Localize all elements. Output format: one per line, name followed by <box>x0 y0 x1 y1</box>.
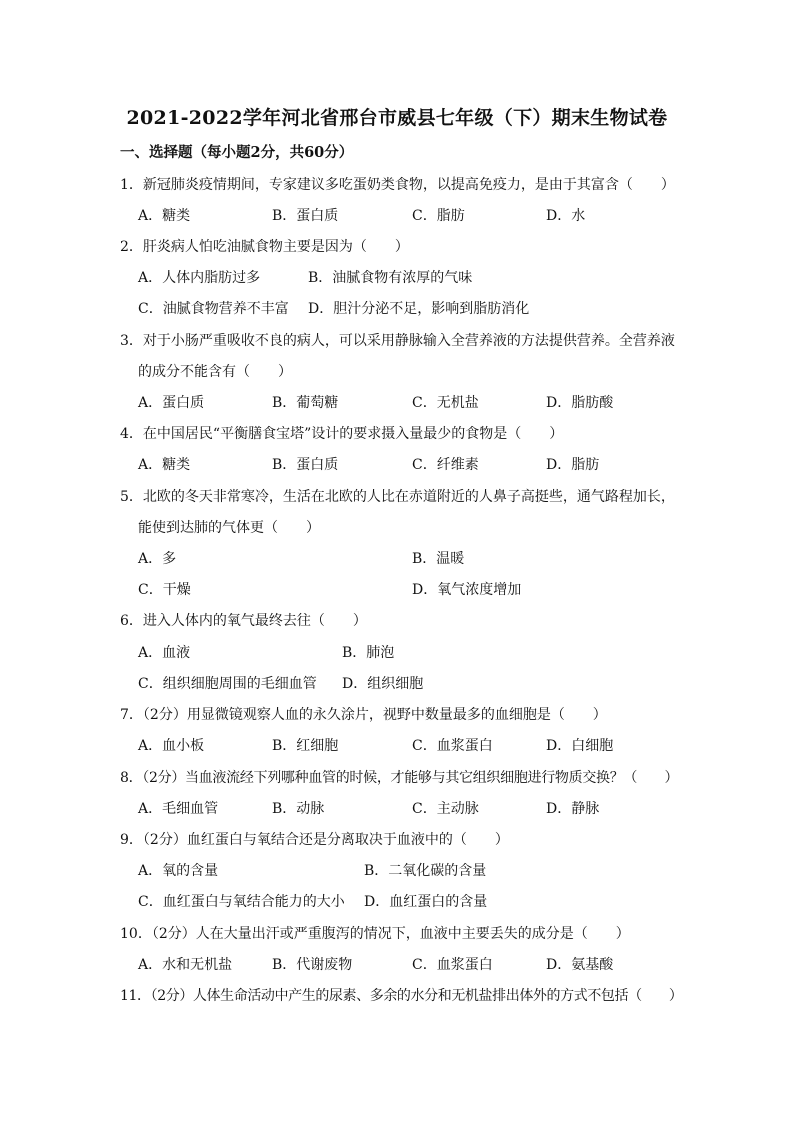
question-10-option-d: D．氨基酸 <box>546 957 614 973</box>
question-1-option-b: B．蛋白质 <box>272 208 339 224</box>
question-9-option-a: A．氧的含量 <box>138 863 219 879</box>
question-3-stem-line-1: 3．对于小肠严重吸收不良的病人，可以采用静脉输入全营养液的方法提供营养。全营养液 <box>120 333 675 349</box>
question-2-option-b: B．油腻食物有浓厚的气味 <box>308 270 473 286</box>
question-8-option-d: D．静脉 <box>546 801 600 817</box>
question-5-option-c: C．干燥 <box>138 582 191 598</box>
question-3-option-c: C．无机盐 <box>412 395 479 411</box>
question-3-option-b: B．葡萄糖 <box>272 395 339 411</box>
question-6-stem: 6．进入人体内的氧气最终去往（ ） <box>120 613 367 629</box>
question-10-stem: 10．（2分）人在大量出汗或严重腹泻的情况下，血液中主要丢失的成分是（ ） <box>120 926 630 942</box>
question-4-option-a: A．糖类 <box>138 457 191 473</box>
question-9-stem: 9．（2分）血红蛋白与氧结合还是分离取决于血液中的（ ） <box>120 832 509 848</box>
question-4-option-c: C．纤维素 <box>412 457 479 473</box>
question-7-option-d: D．白细胞 <box>546 738 614 754</box>
question-2-stem: 2．肝炎病人怕吃油腻食物主要是因为（ ） <box>120 239 409 255</box>
question-4-stem: 4．在中国居民“平衡膳食宝塔”设计的要求摄入量最少的食物是（ ） <box>120 426 564 442</box>
question-7-option-b: B．红细胞 <box>272 738 339 754</box>
question-9-option-d: D．血红蛋白的含量 <box>364 894 488 910</box>
question-3-option-d: D．脂肪酸 <box>546 395 614 411</box>
question-3-stem-line-2: 的成分不能含有（ ） <box>138 364 292 380</box>
page-title: 2021-2022学年河北省邢台市威县七年级（下）期末生物试卷 <box>126 107 668 129</box>
question-8-option-a: A．毛细血管 <box>138 801 219 817</box>
question-7-stem: 7．（2分）用显微镜观察人血的永久涂片，视野中数量最多的血细胞是（ ） <box>120 707 607 723</box>
question-9-option-c: C．血红蛋白与氧结合能力的大小 <box>138 894 345 910</box>
question-1-stem: 1．新冠肺炎疫情期间，专家建议多吃蛋奶类食物，以提高免疫力，是由于其富含（ ） <box>120 177 675 193</box>
question-10-option-b: B．代谢废物 <box>272 957 353 973</box>
question-5-stem-line-1: 5．北欧的冬天非常寒冷，生活在北欧的人比在赤道附近的人鼻子高挺些，通气路程加长， <box>120 489 675 505</box>
question-4-option-b: B．蛋白质 <box>272 457 339 473</box>
question-7-option-c: C．血浆蛋白 <box>412 738 493 754</box>
question-2-option-d: D．胆汁分泌不足，影响到脂肪消化 <box>308 301 530 317</box>
question-8-option-c: C．主动脉 <box>412 801 479 817</box>
question-2-option-c: C．油腻食物营养不丰富 <box>138 301 289 317</box>
question-6-option-c: C．组织细胞周围的毛细血管 <box>138 676 317 692</box>
question-5-option-d: D．氧气浓度增加 <box>412 582 522 598</box>
question-1-option-c: C．脂肪 <box>412 208 465 224</box>
question-5-option-b: B．温暖 <box>412 551 465 567</box>
question-5-option-a: A．多 <box>138 551 177 567</box>
question-1-option-d: D．水 <box>546 208 586 224</box>
question-3-option-a: A．蛋白质 <box>138 395 205 411</box>
question-10-option-a: A．水和无机盐 <box>138 957 233 973</box>
question-6-option-d: D．组织细胞 <box>342 676 424 692</box>
question-4-option-d: D．脂肪 <box>546 457 600 473</box>
question-10-option-c: C．血浆蛋白 <box>412 957 493 973</box>
question-2-option-a: A．人体内脂肪过多 <box>138 270 261 286</box>
question-1-option-a: A．糖类 <box>138 208 191 224</box>
question-9-option-b: B．二氧化碳的含量 <box>364 863 487 879</box>
question-7-option-a: A．血小板 <box>138 738 205 754</box>
question-6-option-a: A．血液 <box>138 645 191 661</box>
question-6-option-b: B．肺泡 <box>342 645 395 661</box>
section-heading: 一、选择题（每小题2分，共60分） <box>120 144 354 161</box>
question-8-stem: 8．（2分）当血液流经下列哪种血管的时候，才能够与其它组织细胞进行物质交换？（ ） <box>120 770 679 786</box>
question-5-stem-line-2: 能使到达肺的气体更（ ） <box>138 520 320 536</box>
question-11-stem: 11．（2分）人体生命活动中产生的尿素、多余的水分和无机盐排出体外的方式不包括（ ） <box>120 988 683 1004</box>
question-8-option-b: B．动脉 <box>272 801 325 817</box>
